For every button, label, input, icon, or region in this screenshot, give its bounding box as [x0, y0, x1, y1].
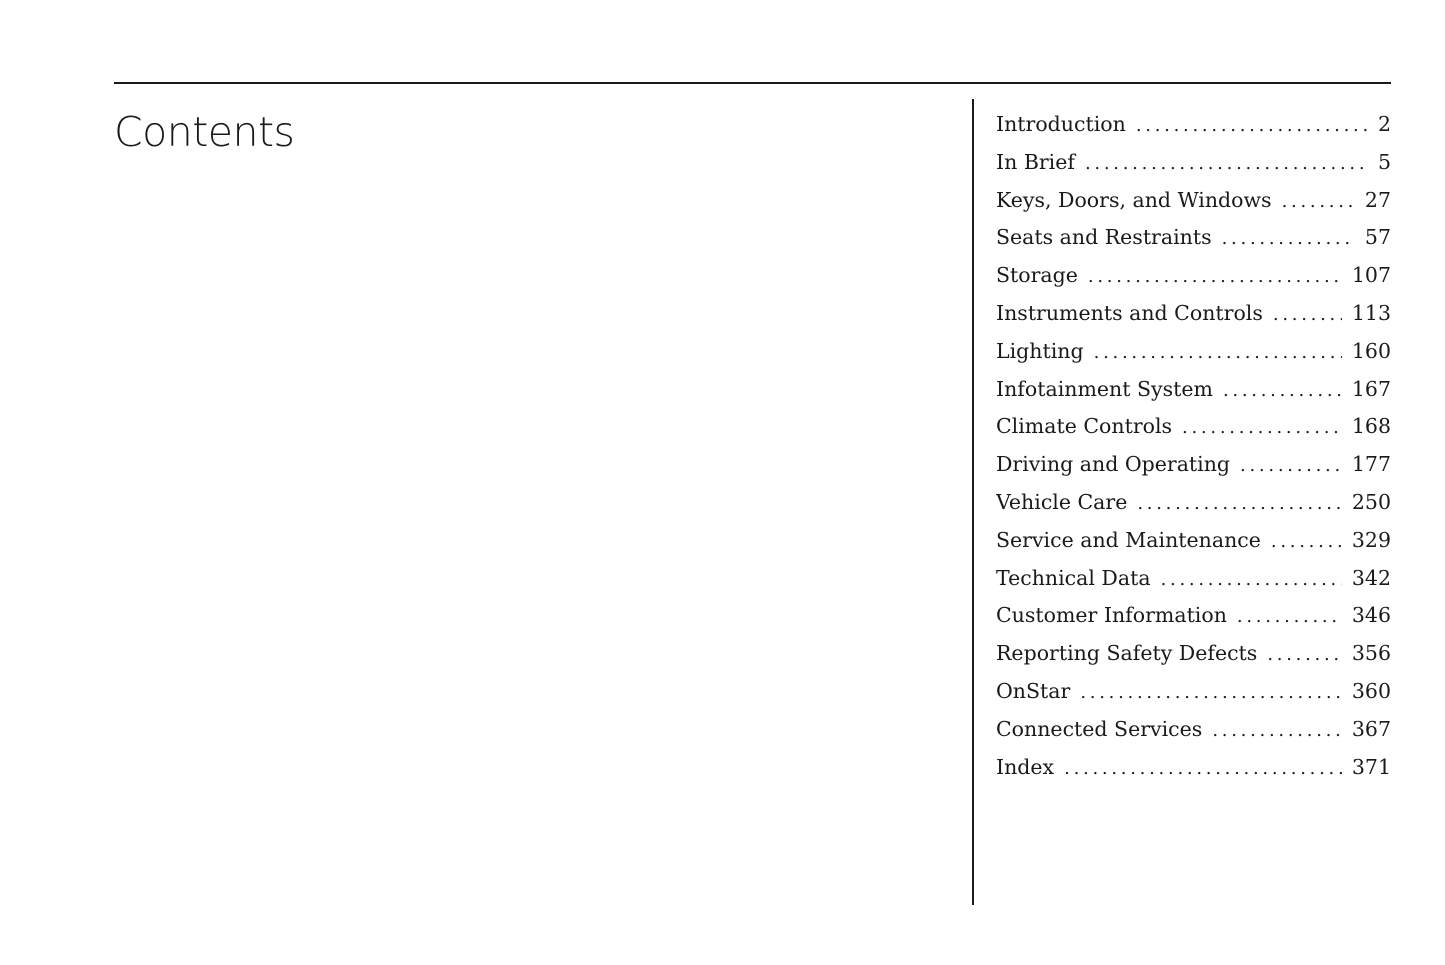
toc-entry-label: Driving and Operating	[996, 452, 1231, 477]
toc-dot-leader	[1237, 598, 1342, 635]
toc-entry-introduction[interactable]	[996, 106, 1391, 144]
toc-page-number: 2	[1377, 112, 1391, 136]
toc-dot-leader	[1161, 561, 1342, 598]
toc-entry-label: Infotainment System	[996, 376, 1213, 401]
toc-entry-instruments-controls[interactable]	[996, 295, 1391, 333]
toc-entry-customer-information[interactable]	[996, 597, 1391, 635]
toc-entry-label: Keys, Doors, and Windows	[996, 187, 1272, 212]
toc-dot-leader	[1182, 409, 1342, 446]
toc-page-number: 177	[1351, 452, 1391, 477]
toc-page-number: 360	[1351, 678, 1391, 703]
toc-entry-climate-controls[interactable]	[996, 408, 1391, 446]
toc-page-number: 57	[1364, 225, 1391, 250]
toc-entry-label: Introduction	[996, 112, 1126, 136]
toc-dot-leader	[1267, 636, 1342, 673]
table-of-contents	[996, 106, 1391, 786]
toc-entry-label: In Brief	[996, 149, 1075, 174]
toc-page-number: 356	[1351, 641, 1391, 666]
toc-page-number: 371	[1351, 754, 1391, 779]
toc-page-number: 27	[1364, 187, 1391, 212]
toc-entry-label: Vehicle Care	[996, 489, 1128, 514]
toc-page-number: 160	[1351, 338, 1391, 363]
toc-page-number: 113	[1351, 300, 1391, 325]
toc-entry-label: OnStar	[996, 678, 1071, 703]
toc-dot-leader	[1240, 447, 1342, 484]
toc-entry-vehicle-care[interactable]	[996, 484, 1391, 522]
toc-dot-leader	[1136, 107, 1368, 144]
toc-dot-leader	[1222, 220, 1355, 257]
toc-dot-leader	[1271, 523, 1342, 560]
toc-entry-label: Climate Controls	[996, 414, 1173, 439]
toc-entry-label: Lighting	[996, 338, 1084, 363]
toc-entry-label: Index	[996, 754, 1055, 779]
toc-entry-reporting-safety-defects[interactable]	[996, 635, 1391, 673]
toc-entry-label: Technical Data	[996, 565, 1151, 590]
toc-entry-label: Storage	[996, 263, 1078, 288]
toc-page-number: 329	[1351, 527, 1391, 552]
toc-entry-label: Seats and Restraints	[996, 225, 1212, 250]
toc-entry-label: Instruments and Controls	[996, 300, 1263, 325]
toc-dot-leader	[1273, 296, 1342, 333]
toc-dot-leader	[1282, 183, 1355, 220]
toc-entry-keys-doors-windows[interactable]	[996, 182, 1391, 220]
toc-page-number: 5	[1377, 149, 1391, 174]
toc-page-number: 367	[1351, 716, 1391, 741]
toc-entry-label: Reporting Safety Defects	[996, 641, 1258, 666]
top-rule	[114, 82, 1391, 84]
toc-page-number: 250	[1351, 489, 1391, 514]
toc-dot-leader	[1088, 258, 1342, 295]
toc-page-number: 342	[1351, 565, 1391, 590]
toc-entry-technical-data[interactable]	[996, 560, 1391, 598]
toc-dot-leader	[1085, 145, 1368, 182]
toc-dot-leader	[1137, 485, 1342, 522]
toc-dot-leader	[1223, 372, 1342, 409]
toc-entry-driving-operating[interactable]	[996, 446, 1391, 484]
toc-entry-in-brief[interactable]	[996, 144, 1391, 182]
toc-entry-infotainment-system[interactable]	[996, 371, 1391, 409]
toc-entry-onstar[interactable]	[996, 673, 1391, 711]
toc-dot-leader	[1212, 712, 1342, 749]
toc-entry-index[interactable]	[996, 749, 1391, 787]
toc-entry-label: Connected Services	[996, 716, 1203, 741]
toc-dot-leader	[1064, 750, 1342, 787]
toc-page-number: 167	[1351, 376, 1391, 401]
toc-entry-storage[interactable]	[996, 257, 1391, 295]
toc-page-number: 346	[1351, 603, 1391, 628]
toc-entry-lighting[interactable]	[996, 333, 1391, 371]
toc-dot-leader	[1080, 674, 1342, 711]
page-title: Contents	[114, 108, 295, 156]
toc-entry-service-maintenance[interactable]	[996, 522, 1391, 560]
toc-entry-connected-services[interactable]	[996, 711, 1391, 749]
toc-page-number: 168	[1351, 414, 1391, 439]
toc-page-number: 107	[1351, 263, 1391, 288]
toc-dot-leader	[1094, 334, 1342, 371]
toc-entry-label: Service and Maintenance	[996, 527, 1261, 552]
column-divider	[972, 99, 974, 905]
toc-entry-label: Customer Information	[996, 603, 1227, 628]
toc-entry-seats-restraints[interactable]	[996, 219, 1391, 257]
